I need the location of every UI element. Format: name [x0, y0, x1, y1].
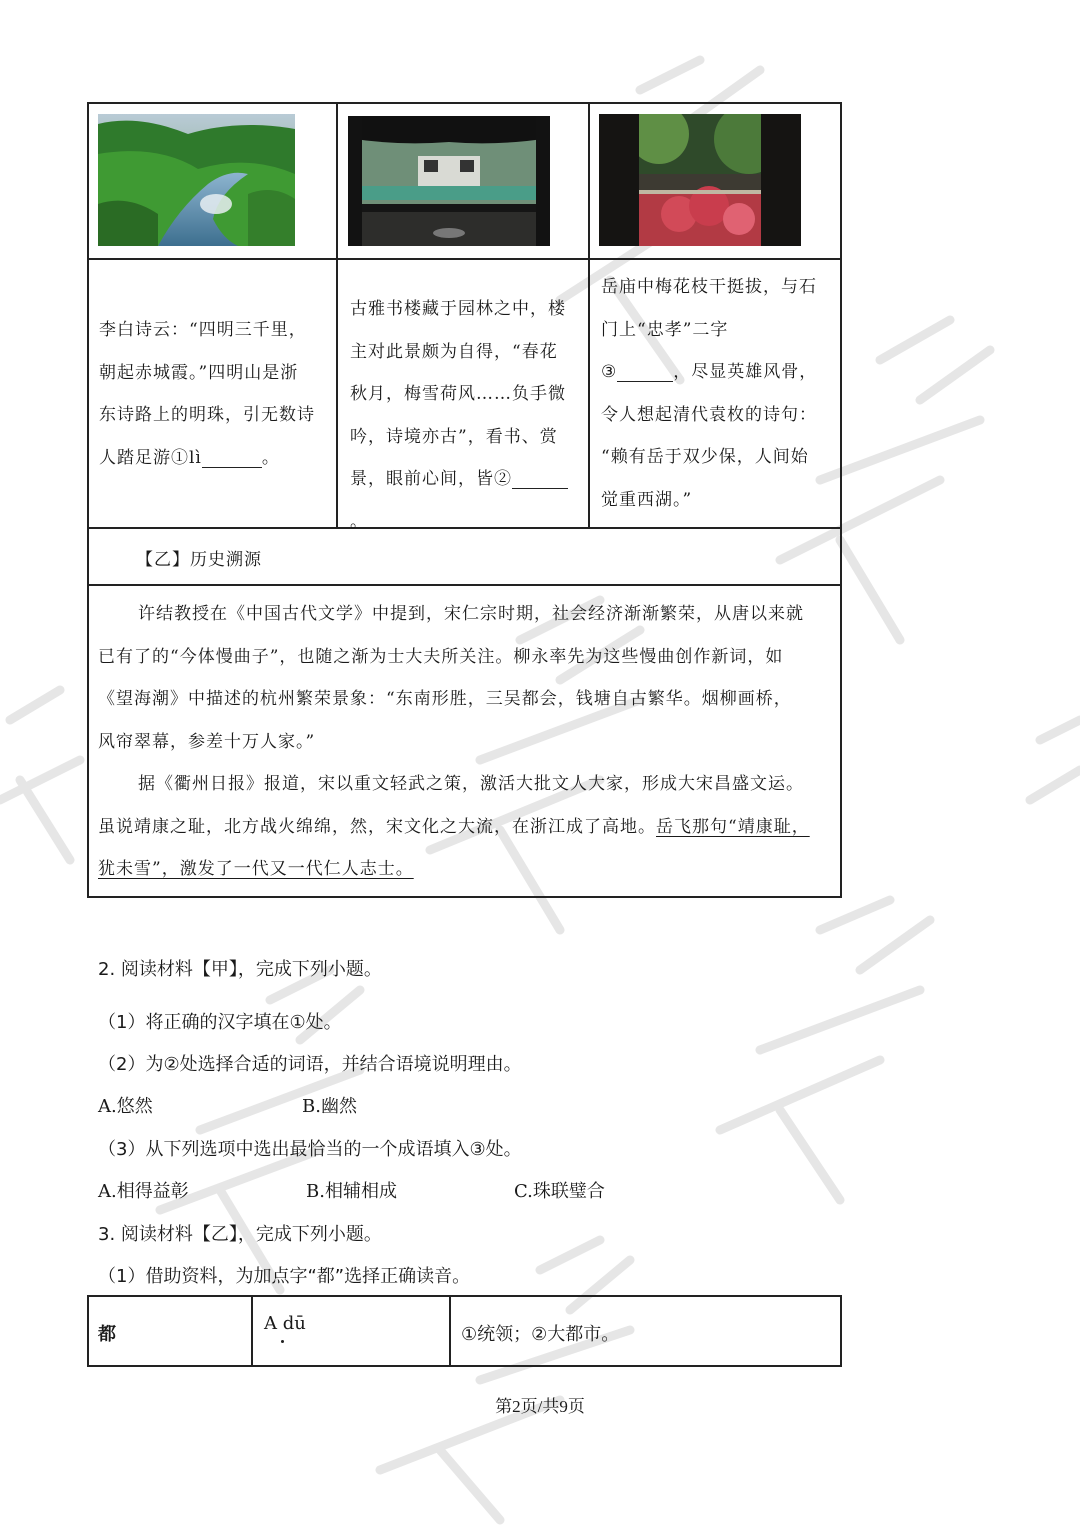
text-line: 据《衢州日报》报道，宋以重文轻武之策，激活大批文人大家，形成大宋昌盛文运。 — [138, 774, 804, 794]
text-segment: 虽说靖康之耻，北方战火绵绵，然，宋文化之大流，在浙江成了高地。 — [98, 816, 656, 837]
text-line: 古雅书楼藏于园林之中，楼 — [350, 299, 566, 319]
text-line — [99, 437, 329, 480]
text-line: 觉重西湖。” — [601, 489, 693, 510]
table-char-cell: 都 — [98, 1324, 116, 1345]
text-line-suffix: ，尽显英雄风骨， — [673, 362, 818, 382]
text-line — [601, 351, 835, 394]
question-2-2: （2）为②处选择合适的词语，并结合语境说明理由。 — [98, 1054, 522, 1075]
text-line: 秋月，梅雪荷风……负手微 — [350, 384, 566, 404]
text-line-suffix: 。 — [261, 447, 280, 468]
emphasis-dot — [281, 1340, 284, 1343]
option-c[interactable]: C.珠联璧合 — [514, 1181, 605, 1202]
question-3: 3. 阅读材料【乙】，完成下列小题。 — [98, 1224, 382, 1245]
cell-yue-temple — [601, 266, 835, 521]
text-line: 已有了的“今体慢曲子”，也随之渐为士大夫所关注。柳永率先为这些慢曲创作新词，如 — [98, 646, 784, 667]
text-line-prefix: 景，眼前心间，皆② — [350, 469, 512, 489]
question-2-1: （1）将正确的汉字填在①处。 — [98, 1012, 342, 1033]
text-line: 《望海潮》中描述的杭州繁荣景象：“东南形胜，三吴都会，钱塘自古繁华。烟柳画桥， — [98, 689, 792, 709]
history-paragraph-1 — [98, 593, 834, 891]
table-divider — [336, 102, 338, 528]
table-divider — [87, 584, 842, 586]
option-b[interactable]: B.幽然 — [302, 1096, 357, 1117]
question-2-3: （3）从下列选项中选出最恰当的一个成语填入③处。 — [98, 1139, 522, 1160]
mountain-lake-photo — [98, 114, 295, 246]
text-line-prefix: ③ — [601, 362, 618, 382]
cell-libai-poem — [99, 309, 329, 479]
question-2: 2. 阅读材料【甲】，完成下列小题。 — [98, 959, 382, 980]
text-line: 许结教授在《中国古代文学》中提到，宋仁宗时期，社会经济渐渐繁荣，从唐以来就 — [138, 604, 804, 624]
text-line — [98, 806, 834, 849]
text-line — [350, 458, 582, 543]
text-line-suffix: 。 — [350, 511, 368, 532]
underlined-quote: 犹未雪”，激发了一代又一代仁人志士。 — [98, 859, 414, 879]
text-line: 朝起赤城霞。”四明山是浙 — [99, 362, 299, 383]
text-line: “赖有岳于双少保，人间始 — [601, 447, 809, 467]
text-line — [98, 848, 834, 891]
text-line: 主对此景颇为自得，“春花 — [350, 341, 558, 362]
text-line: 吟，诗境亦古”，看书、赏 — [350, 426, 558, 447]
page-number: 第2页/共9页 — [495, 1397, 585, 1416]
text-line: 李白诗云：“四明三千里， — [99, 320, 307, 340]
text-line: 令人想起清代袁枚的诗句： — [601, 404, 817, 425]
option-b[interactable]: B.相辅相成 — [306, 1181, 397, 1202]
pavilion-garden-photo — [348, 116, 550, 246]
cell-book-tower — [350, 288, 582, 543]
section-title-yi: 【乙】历史溯源 — [136, 550, 262, 570]
table-reading-cell: A dū — [264, 1313, 306, 1334]
text-line-prefix: 人踏足游①lì — [99, 447, 202, 468]
table-divider — [588, 102, 590, 528]
text-line: 风帘翠幕，参差十万人家。” — [98, 731, 316, 752]
fill-blank-1[interactable] — [202, 449, 262, 468]
text-line: 东诗路上的明珠，引无数诗 — [99, 405, 315, 425]
plum-blossom-doorway-photo — [599, 114, 801, 246]
underlined-quote: 岳飞那句“靖康耻， — [656, 816, 810, 837]
option-a[interactable]: A.悠然 — [98, 1096, 153, 1117]
fill-blank-2[interactable] — [512, 470, 568, 489]
table-divider — [251, 1295, 253, 1367]
question-3-1: （1）借助资料，为加点字“都”选择正确读音。 — [98, 1266, 471, 1287]
table-meaning-cell: ①统领；②大都市。 — [461, 1324, 620, 1345]
option-a[interactable]: A.相得益彰 — [98, 1181, 189, 1202]
text-line: 门上“忠孝”二字 — [601, 319, 729, 340]
fill-blank-3[interactable] — [617, 363, 673, 382]
table-divider — [87, 258, 842, 260]
table-divider — [449, 1295, 451, 1367]
text-line: 岳庙中梅花枝干挺拔，与石 — [601, 277, 817, 297]
